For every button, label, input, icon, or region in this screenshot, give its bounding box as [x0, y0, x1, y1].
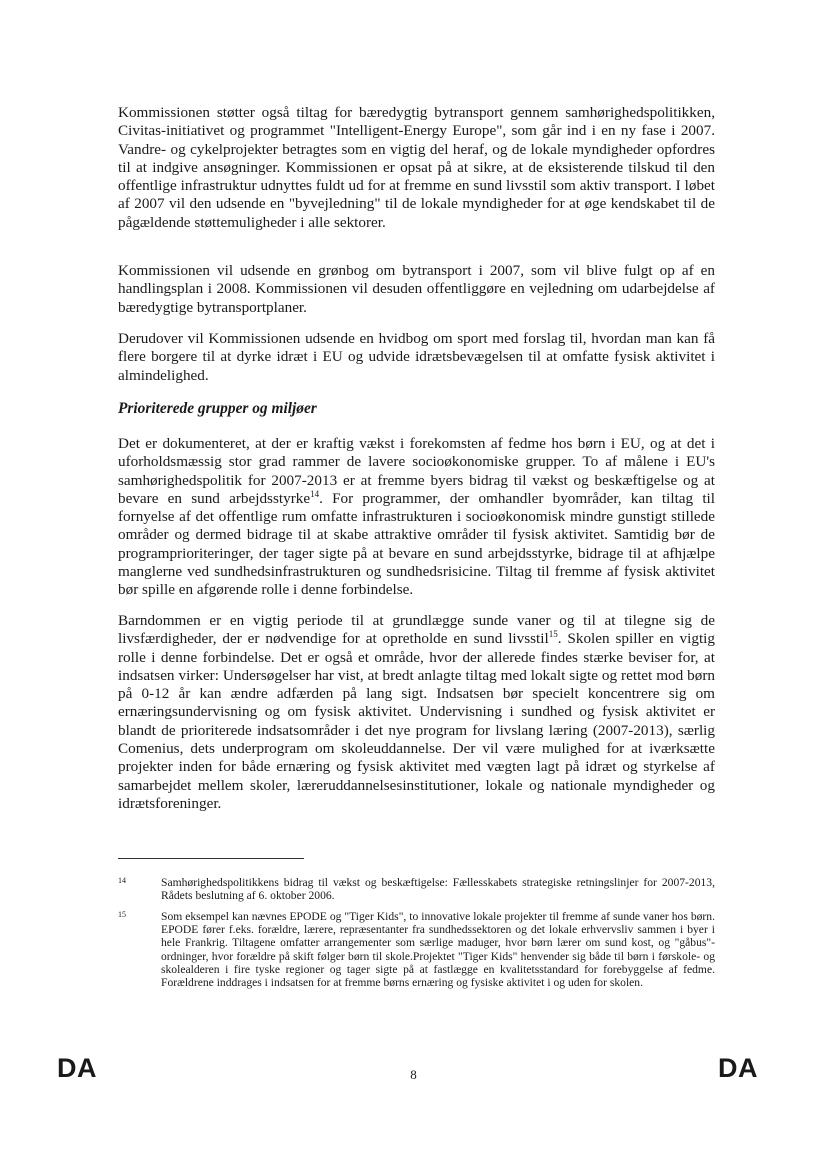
paragraph-childhood-school	[118, 612, 715, 813]
page-number: 8	[410, 1067, 417, 1082]
footnote-ref-14[interactable]: 14	[310, 488, 320, 499]
language-code-left: DA	[57, 1053, 97, 1083]
footnote-ref-15[interactable]: 15	[548, 629, 558, 640]
paragraph-text-part: . For programmer, der omhandler byområder, kan tiltag til fornyelse af det offentlige rum omfatte infrastrukturen i socioøkonomisk mindre gunstigt stillede områder og dermed bidrage til at skabe attraktive områder til fysisk aktivitet. Samtidig bør de programprioriteringer, der tager sigte på at bevare en sund arbejdsstyrke, bidrage til at afhjælpe manglerne ved sundhedsinfrastrukturen og sundhedsrisicine. Tiltag til fremme af fysisk aktivitet bør spille en afgørende rolle i denne forbindelse.	[118, 489, 716, 599]
paragraph-white-paper-sport: Derudover vil Kommissionen udsende en hvidbog om sport med forslag til, hvordan man kan få flere borgere til at dyrke idræt i EU og udvide idrætsbevægelsen til at omfatte fysisk aktivitet i almindelighed.	[118, 330, 715, 384]
section-heading: Prioriterede grupper og miljøer	[118, 400, 317, 417]
paragraph-text-part: . Skolen spiller en vigtig rolle i denne forbindelse. Det er også et område, hvor der allerede findes stærke beviser for, at indsatsen virker: Undersøgelser har vist, at bredt anlagte tiltag med lokalt sigte og rettet mod børn på 0-12 år kan ændre adfærden på lang sigt. Indsatsen bør specielt koncentrere sig om ernæringsundervisning og om fysisk aktivitet. Undervisning i sundhed og fysisk aktivitet er blandt de prioriterede indsatsområder i det nye program for livslang læring (2007-2013), særlig Comenius, dets underprogram om skoleuddannelse. Der vil være mulighed for at iværksætte projekter inden for både ernæring og fysisk aktivitet med vægten lagt på idræt og styrkelse af samarbejdet mellem skoler, læreruddannelsesinstitutioner, lokale og nationale myndigheder og idrætsforeninger.	[118, 630, 715, 812]
paragraph-obesity-cohesion	[118, 435, 715, 600]
footnote-text: Samhørighedspolitikkens bidrag til vækst og beskæftigelse: Fællesskabets strategiske retningslinjer for 2007-2013, Rådets beslutning af 6. oktober 2006.	[161, 876, 715, 903]
footnote-number: 15	[118, 910, 126, 919]
paragraph-urban-transport: Kommissionen støtter også tiltag for bæredygtig bytransport gennem samhørighedspolitikken, Civitas-initiativet og programmet "Intelligent-Energy Europe", som går ind i en ny fase i 2007. Vandre- og cykelprojekter betragtes som en vigtig del heraf, og de lokale myndigheder opfordres til at indgive ansøgninger. Kommissionen er opsat på at sikre, at de eksisterende tilskud til den offentlige infrastruktur udnyttes fuldt ud for at fremme en sund livsstil som aktiv transport. I løbet af 2007 vil den udsende en "byvejledning" til de lokale myndigheder for at øge kendskabet til de pågældende støttemuligheder i alle sektorer.	[118, 104, 715, 231]
paragraph-green-paper: Kommissionen vil udsende en grønbog om bytransport i 2007, som vil blive fulgt op af en handlingsplan i 2008. Kommissionen vil desuden offentliggøre en vejledning om udarbejdelse af bæredygtige bytransportplaner.	[118, 262, 715, 316]
paragraph-text-part: Barndommen er en vigtig periode til at grundlægge sunde vaner og til at tilegne sig de livsfærdigheder, der er nødvendige for at opretholde en sund livsstil	[118, 612, 715, 648]
footnote-number: 14	[118, 876, 126, 885]
footnote-separator	[118, 858, 304, 859]
footnote-text: Som eksempel kan nævnes EPODE og "Tiger Kids", to innovative lokale projekter til fremme af sunde vaner hos børn. EPODE fører f.eks. forældre, lærere, repræsentanter fra sundhedssektoren og det lokale erhvervsliv sammen i byer i hele Frankrig. Tiltagene omfatter arrangementer som særlige maduger, hvor børn lærer om sund kost, og "gåbus"-ordninger, hvor forældre på skift følger børn til skole.Projektet "Tiger Kids" henvender sig både til børn i førskole- og skolealderen i fire tyske regioner og tager sigte på at fastlægge en kvalitetsstandard for forebyggelse af fedme. Forældrene inddrages i indsatsen for at fremme børns ernæring og fysiske aktivitet i og uden for skolen.	[161, 910, 715, 990]
paragraph-text-part: Det er dokumenteret, at der er kraftig vækst i forekomsten af fedme hos børn i EU, og at det i uforholdsmæssig stor grad rammer de lavere socioøkonomiske grupper. To af målene i EU's samhørighedspolitik for 2007-2013 er at fremme byers bidrag til vækst og beskæftigelse og at bevare en sund arbejdsstyrke	[118, 435, 715, 507]
language-code-right: DA	[718, 1053, 758, 1083]
